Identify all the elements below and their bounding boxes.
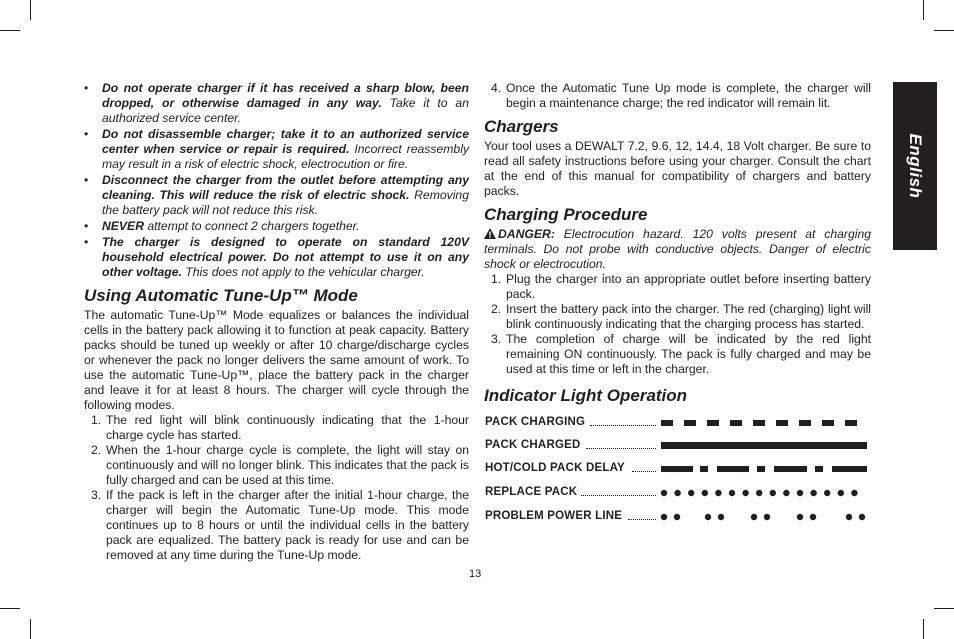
step-number: 2. — [491, 302, 502, 316]
dot-leader — [581, 495, 656, 496]
solid-light-icon — [660, 441, 871, 451]
crop-mark — [0, 30, 20, 31]
safety-bullets — [84, 81, 469, 280]
step-number: 3. — [491, 332, 502, 346]
bullet-text: This does not apply to the vehicular charger. — [181, 265, 425, 279]
blink-pattern-icon — [660, 418, 871, 428]
bullet-item — [84, 81, 469, 126]
charging-step — [484, 332, 871, 377]
danger-label: DANGER: — [498, 227, 555, 241]
chargers-text: Your tool uses a DEWALT 7.2, 9.6, 12, 14.4, 18 Volt charger. Be sure to read all safety instructions before using your charger. Consult the chart at the end of this manual for compatibility of chargers and battery packs. — [484, 139, 871, 198]
step-text: When the 1-hour charge cycle is complete, the light will stay on continuously and will no longer blink. This indicates that the pack is fully charged and can be used at this time. — [106, 443, 469, 487]
tuneup-heading: Using Automatic Tune-Up™ Mode — [84, 286, 358, 305]
bullet-item — [84, 219, 469, 234]
dot-leader — [632, 471, 656, 472]
indicator-label: PACK CHARGED — [485, 439, 581, 451]
danger-notice — [484, 227, 871, 272]
right-column — [484, 81, 871, 408]
bullet-text: Incorrect reassembly may result in a risk of electric shock, electrocution or fire. — [102, 142, 469, 171]
charging-step — [484, 302, 871, 332]
bullet-dot: • — [84, 81, 89, 95]
bullet-dot: • — [84, 219, 89, 233]
bullet-bold-text: NEVER — [102, 219, 144, 233]
bullet-bold-text: Do not operate charger if it has received a sharp blow, been dropped, or otherwise damaged in any way. — [102, 81, 469, 110]
indicator-row-problem-power-line — [485, 510, 871, 524]
indicator-label: PROBLEM POWER LINE — [485, 510, 623, 522]
indicator-heading: Indicator Light Operation — [484, 386, 688, 405]
charging-step — [484, 272, 871, 302]
dot-leader — [586, 448, 656, 449]
crop-mark — [0, 608, 20, 609]
step-number: 4. — [491, 81, 502, 95]
indicator-row-pack-charging — [485, 416, 871, 430]
bullet-item — [84, 173, 469, 218]
warning-triangle-icon — [484, 228, 496, 239]
charging-procedure-heading: Charging Procedure — [484, 205, 648, 224]
bullet-dot: • — [84, 235, 89, 249]
crop-mark — [30, 0, 31, 20]
bullet-dot: • — [84, 127, 89, 141]
rapid-blink-icon — [660, 488, 871, 498]
tuneup-intro: The automatic Tune-Up™ Mode equalizes or balances the individual cells in the battery pack allowing it to function at peak capacity. Battery packs should be tuned up weekly or after 10 charge/discharge cycles or whenever the pack no longer delivers the same amount of work. To use the automatic Tune-Up™, place the battery pack in the charger and leave it for at least 8 hours. The charger will cycle through the following modes. — [84, 308, 469, 412]
step-text: Insert the battery pack into the charger. The red (charging) light will blink continuously indicating that the charging process has started. — [506, 302, 871, 331]
bullet-text: Take it to an authorized service center. — [102, 96, 469, 125]
language-tab-label: English — [906, 133, 925, 199]
step-number: 2. — [91, 443, 102, 457]
tuneup-step — [84, 488, 469, 563]
step-text: The red light will blink continuously indicating that the 1-hour charge cycle has started. — [106, 413, 469, 442]
left-column — [84, 81, 469, 563]
bullet-bold-text: The charger is designed to operate on standard 120V household electrical power. Do not attempt to use it on any other voltage. — [102, 235, 469, 279]
blink-pattern-icon — [660, 464, 871, 474]
language-tab — [893, 82, 937, 250]
tuneup-step — [484, 81, 871, 111]
bullet-item — [84, 235, 469, 280]
step-number: 1. — [491, 272, 502, 286]
dot-leader — [628, 519, 656, 520]
crop-mark — [934, 30, 954, 31]
indicator-label: PACK CHARGING — [485, 416, 586, 428]
indicator-row-hot-cold-delay — [485, 462, 871, 476]
indicator-row-replace-pack — [485, 486, 871, 500]
chargers-heading: Chargers — [484, 117, 559, 136]
bullet-item — [84, 127, 469, 172]
indicator-label: HOT/COLD PACK DELAY — [485, 462, 625, 474]
bullet-bold-text: Disconnect the charger from the outlet before attempting any cleaning. This will reduce the risk of electric shock. — [102, 173, 469, 202]
bullet-dot: • — [84, 173, 89, 187]
dot-leader — [590, 425, 656, 426]
step-number: 1. — [91, 413, 102, 427]
step-number: 3. — [91, 488, 102, 502]
bullet-text: attempt to connect 2 chargers together. — [144, 219, 360, 233]
crop-mark — [923, 0, 924, 20]
step-text: Plug the charger into an appropriate outlet before inserting battery pack. — [506, 272, 871, 301]
indicator-row-pack-charged — [485, 439, 871, 453]
crop-mark — [30, 619, 31, 639]
step-text: If the pack is left in the charger after the initial 1-hour charge, the charger will begin the Automatic Tune-Up mode. This mode continues up to 8 hours or until the individual cells in the battery pack are equalized. The battery pack is ready for use and can be removed at any time during the Tune-Up mode. — [106, 488, 469, 562]
page-number: 13 — [469, 568, 482, 580]
danger-text: Electrocution hazard. 120 volts present at charging terminals. Do not probe with conductive objects. Danger of electric shock or electrocution. — [484, 227, 871, 271]
crop-mark — [934, 608, 954, 609]
tuneup-step — [84, 443, 469, 488]
crop-mark — [923, 619, 924, 639]
indicator-label: REPLACE PACK — [485, 486, 578, 498]
double-blink-icon — [660, 512, 871, 522]
bullet-text: Removing the battery pack will not reduce this risk. — [102, 188, 469, 217]
bullet-bold-text: Do not disassemble charger; take it to an authorized service center when service or repair is required. — [102, 127, 469, 156]
step-text: Once the Automatic Tune Up mode is complete, the charger will begin a maintenance charge; the red indicator will remain lit. — [506, 81, 871, 110]
tuneup-step — [84, 413, 469, 443]
step-text: The completion of charge will be indicated by the red light remaining ON continuously. The pack is fully charged and may be used at this time or left in the charger. — [506, 332, 871, 376]
